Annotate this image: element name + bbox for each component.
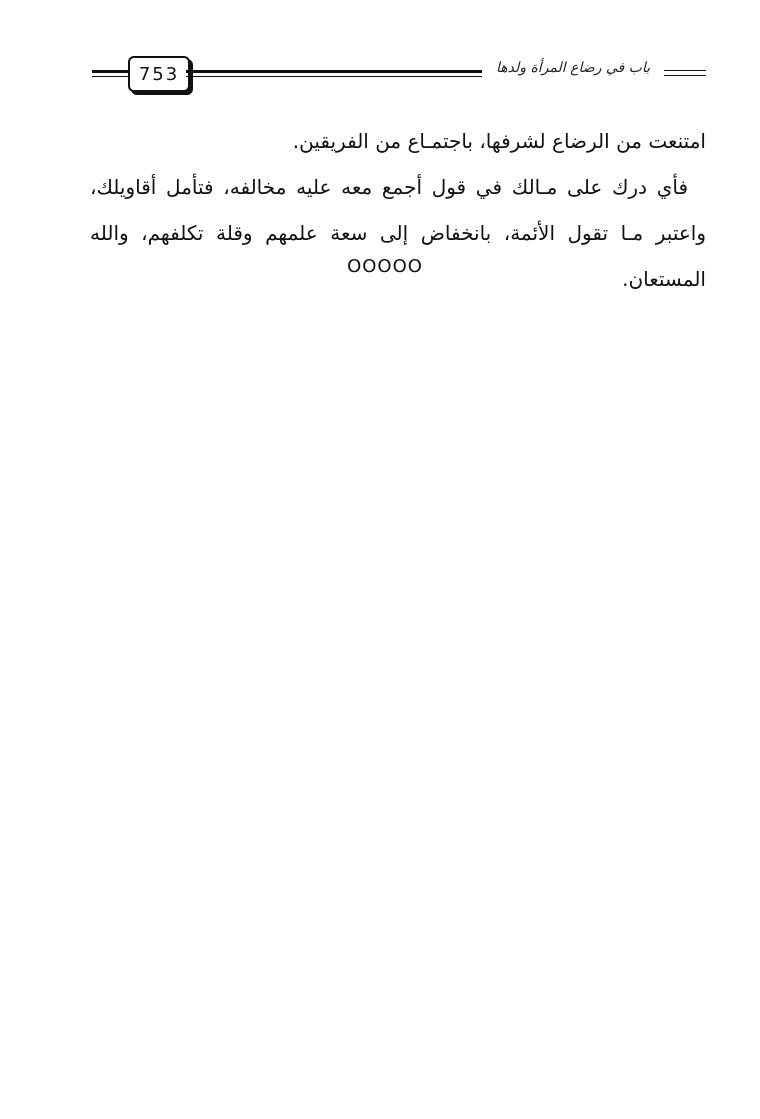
- header-rule-right: [664, 70, 706, 76]
- section-end-mark: OOOOO: [347, 256, 423, 277]
- header-rule-middle: [186, 70, 482, 77]
- paragraph-2-text: فأي درك على مـالك في قول أجمع معه عليه مخالفه، فتأمل أقاويلك، واعتبر مـا تقول الأئمة، بانخفاض إلى سعة علمهم وقلة تكلفهم، والله المستعان.: [90, 175, 706, 291]
- paragraph-2: [90, 164, 706, 302]
- running-title: باب في رضاع المرأة ولدها: [496, 60, 650, 76]
- paragraph-1: امتنعت من الرضاع لشرفها، باجتمـاع من الفريقين.: [292, 129, 706, 153]
- page-number: 753: [128, 56, 190, 92]
